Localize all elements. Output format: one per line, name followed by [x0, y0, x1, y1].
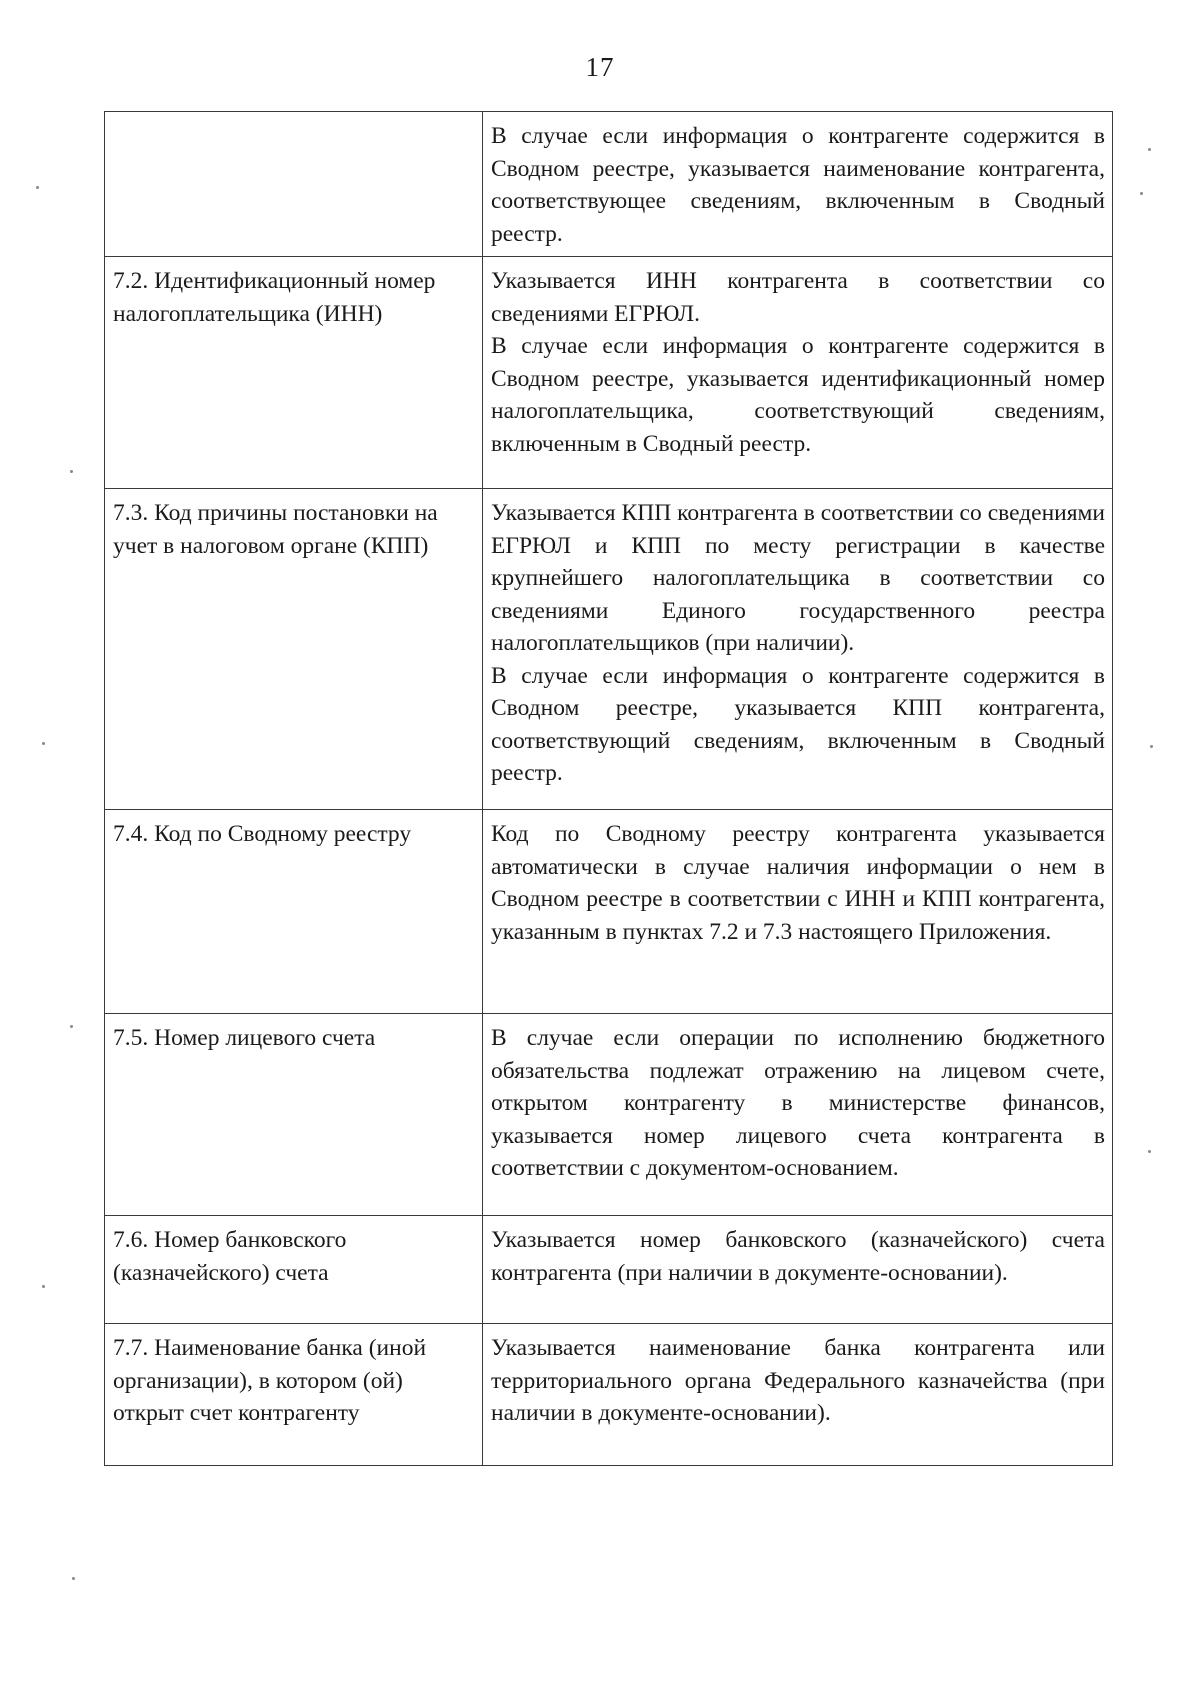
scan-speck	[72, 1577, 75, 1580]
table-row	[105, 112, 1113, 257]
description-paragraph: В случае если информация о контрагенте содержится в Сводном реестре, указывается наименование контрагента, соответствующее сведениям, включенным в Сводный реестр.	[491, 123, 1105, 247]
scan-speck	[1148, 1150, 1151, 1153]
description-paragraph: В случае если операции по исполнению бюджетного обязательства подлежат отражению на лицевом счете, открытом контрагенту в министерстве финансов, указывается номер лицевого счета контрагента в соответствии с документом-основанием.	[491, 1025, 1105, 1181]
field-description-cell	[483, 810, 1113, 1014]
description-paragraph: В случае если информация о контрагенте содержится в Сводном реестре, указывается КПП контрагента, соответствующий сведениям, включенным в Сводный реестр.	[491, 662, 1105, 786]
description-paragraph: Указывается КПП контрагента в соответствии со сведениями ЕГРЮЛ и КПП по месту регистрации в качестве крупнейшего налогоплательщика в соответствии со сведениями Единого государственного реестра налогоплательщиков (при наличии).	[491, 500, 1105, 656]
field-name-cell: 7.3. Код причины постановки на учет в налоговом органе (КПП)	[105, 489, 483, 810]
field-name-cell: 7.5. Номер лицевого счета	[105, 1014, 483, 1216]
field-name-cell: 7.2. Идентификационный номер налогоплательщика (ИНН)	[105, 257, 483, 489]
table-row	[105, 1324, 1113, 1466]
description-paragraph: Указывается наименование банка контрагента или территориального органа Федерального казначейства (при наличии в документе-основании).	[491, 1335, 1105, 1426]
scan-speck	[1140, 192, 1143, 195]
description-paragraph: В случае если информация о контрагенте содержится в Сводном реестре, указывается идентификационный номер налогоплательщика, соответствующий сведениям, включенным в Сводный реестр.	[491, 333, 1105, 457]
field-name-cell: 7.7. Наименование банка (иной организации), в котором (ой) открыт счет контрагенту	[105, 1324, 483, 1466]
table-row	[105, 257, 1113, 489]
field-name-cell	[105, 112, 483, 257]
scan-speck	[42, 742, 45, 745]
scan-speck	[36, 186, 39, 189]
field-description-cell	[483, 489, 1113, 810]
page-number: 17	[585, 52, 615, 82]
description-paragraph: Указывается номер банковского (казначейского) счета контрагента (при наличии в документе-основании).	[491, 1227, 1105, 1286]
field-description-cell	[483, 1324, 1113, 1466]
table-row	[105, 489, 1113, 810]
field-name-cell: 7.6. Номер банковского (казначейского) счета	[105, 1216, 483, 1324]
field-description-cell	[483, 257, 1113, 489]
description-paragraph: Указывается ИНН контрагента в соответствии со сведениями ЕГРЮЛ.	[491, 268, 1105, 327]
table-row	[105, 1014, 1113, 1216]
table-row	[105, 1216, 1113, 1324]
scan-speck	[42, 1285, 45, 1288]
field-description-cell	[483, 1014, 1113, 1216]
scan-speck	[1150, 745, 1153, 748]
field-description-cell	[483, 1216, 1113, 1324]
scan-speck	[70, 1025, 73, 1028]
requisites-table	[104, 111, 1113, 1466]
field-description-cell	[483, 112, 1113, 257]
scan-speck	[70, 470, 73, 473]
table-row	[105, 810, 1113, 1014]
description-paragraph: Код по Сводному реестру контрагента указывается автоматически в случае наличия информации о нем в Сводном реестре в соответствии с ИНН и КПП контрагента, указанным в пунктах 7.2 и 7.3 настоящего Приложения.	[491, 821, 1105, 945]
field-name-cell: 7.4. Код по Сводному реестру	[105, 810, 483, 1014]
scan-speck	[1148, 148, 1151, 151]
